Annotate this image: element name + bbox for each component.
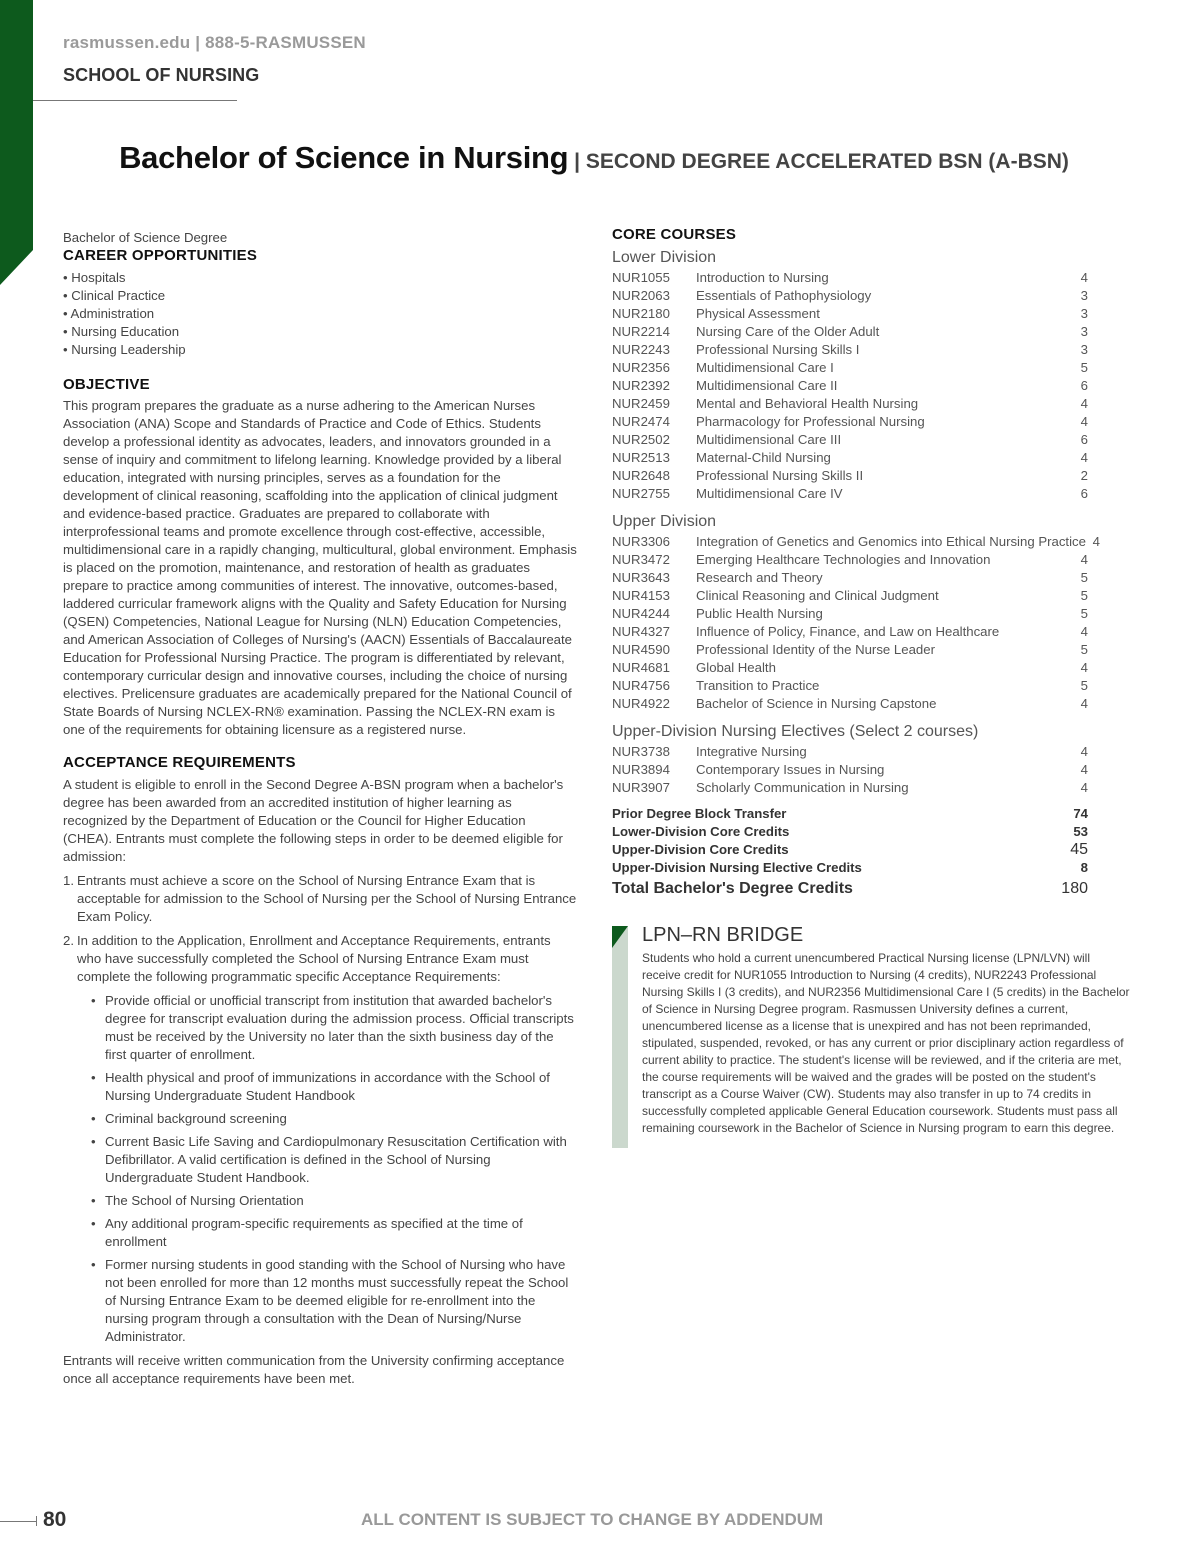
course-name: Mental and Behavioral Health Nursing xyxy=(696,396,919,411)
lpn-side-bar xyxy=(612,926,628,1148)
total-row xyxy=(612,805,1088,823)
course-name: Multidimensional Care IV xyxy=(696,486,843,501)
course-row xyxy=(612,431,1088,449)
course-credits: 4 xyxy=(1080,396,1088,411)
step-number: 1. xyxy=(63,873,74,888)
course-name: Scholarly Communication in Nursing xyxy=(696,780,909,795)
course-name: Essentials of Pathophysiology xyxy=(696,288,872,303)
lpn-title: LPN–RN BRIDGE xyxy=(642,924,804,946)
bullet-glyph: • xyxy=(91,1111,96,1126)
course-name: Public Health Nursing xyxy=(696,606,823,621)
course-name: Bachelor of Science in Nursing Capstone xyxy=(696,696,937,711)
course-credits: 4 xyxy=(1080,780,1088,795)
course-code: NUR3643 xyxy=(612,570,670,585)
acceptance-closing: Entrants will receive written communication from the University confirming acceptance once all acceptance requirements have been met. xyxy=(63,1353,565,1386)
course-row xyxy=(612,377,1088,395)
course-code: NUR3907 xyxy=(612,780,670,795)
brand-side-bar xyxy=(0,0,33,250)
total-row xyxy=(612,859,1088,877)
course-credits: 3 xyxy=(1080,288,1088,303)
course-credits: 4 xyxy=(1080,450,1088,465)
course-row xyxy=(612,761,1088,779)
objective-heading: OBJECTIVE xyxy=(63,376,150,393)
bullet-glyph: • xyxy=(91,1257,96,1272)
core-courses-column xyxy=(612,225,1100,901)
objective-text: This program prepares the graduate as a nurse adhering to the American Nurses Association (ANA) Scope and Standards of Practice and Code of Ethics. Students develop a professional identity as advocates, leaders, and innovators grounded in a sense of inquiry and commitment to lifelong learning. Knowledge provided by a liberal education, integrated with nursing principles, serves as a foundation for the development of clinical reasoning, scaffolding into the application of clinical judgment and evidence-based practice. Graduates are prepared to collaborate with interprofessional teams and promote excellence through cost-effective, accessible, multidimensional care in a rapidly changing, multicultural, global environment. Emphasis is placed on the promotion, maintenance, and restoration of health as graduates prepare to practice among communities of interest. The innovative, outcomes-based, laddered curricular framework aligns with the Quality and Safety Education for Nursing (QSEN) Competencies, National League for Nursing (NLN) Education Competencies, and American Association of Colleges of Nursing's (AACN) Essentials of Baccalaureate Education for Professional Nursing Practice. The program is differentiated by relevant, contemporary curricular design and innovative courses, including the choice of nursing electives. Prelicensure graduates are academically prepared for the National Council of State Boards of Nursing NCLEX-RN® examination. Passing the NCLEX-RN exam is one of the requirements for obtaining licensure as a registered nurse. xyxy=(63,398,577,737)
requirement-item xyxy=(91,1215,578,1251)
requirement-item xyxy=(91,1192,578,1210)
course-row xyxy=(612,305,1088,323)
course-code: NUR3894 xyxy=(612,762,670,777)
course-code: NUR2063 xyxy=(612,288,670,303)
course-code: NUR4756 xyxy=(612,678,670,693)
site-contact: rasmussen.edu | 888-5-RASMUSSEN xyxy=(63,33,366,52)
title-separator: | xyxy=(568,150,586,173)
course-row xyxy=(612,677,1088,695)
course-row xyxy=(612,641,1088,659)
brand-side-bar-tip xyxy=(0,250,33,285)
total-value: 8 xyxy=(1080,860,1088,875)
course-code: NUR2392 xyxy=(612,378,670,393)
school-label: SCHOOL OF NURSING xyxy=(63,65,260,85)
course-code: NUR3472 xyxy=(612,552,670,567)
course-credits: 5 xyxy=(1080,642,1088,657)
course-row xyxy=(612,551,1088,569)
course-code: NUR4681 xyxy=(612,660,670,675)
course-row xyxy=(612,449,1088,467)
course-credits: 5 xyxy=(1080,588,1088,603)
course-credits: 5 xyxy=(1080,606,1088,621)
course-credits: 5 xyxy=(1080,570,1088,585)
course-code: NUR4327 xyxy=(612,624,670,639)
acceptance-step xyxy=(63,932,578,1346)
course-name: Professional Nursing Skills I xyxy=(696,342,860,357)
course-row xyxy=(612,359,1088,377)
career-item: • Nursing Education xyxy=(63,324,180,339)
course-row xyxy=(612,395,1088,413)
page-title xyxy=(0,140,1188,176)
requirement-item xyxy=(91,1110,578,1128)
total-label: Lower-Division Core Credits xyxy=(612,824,790,839)
total-label: Prior Degree Block Transfer xyxy=(612,806,787,821)
course-name: Multidimensional Care II xyxy=(696,378,838,393)
footer-rule-tick xyxy=(36,1516,37,1526)
course-code: NUR4922 xyxy=(612,696,670,711)
footer-notice: ALL CONTENT IS SUBJECT TO CHANGE BY ADDENDUM xyxy=(361,1510,824,1529)
course-credits: 6 xyxy=(1080,378,1088,393)
course-row xyxy=(612,569,1088,587)
course-row xyxy=(612,341,1088,359)
course-name: Transition to Practice xyxy=(696,678,820,693)
requirement-text: Former nursing students in good standing with the School of Nursing who have not been enrolled for more than 12 months must successfully repeat the School of Nursing Entrance Exam to be deemed eligible for re-enrollment into the nursing program through a consultation with the Dean of Nursing/Nurse Administrator. xyxy=(105,1257,569,1344)
course-code: NUR4244 xyxy=(612,606,670,621)
step-number: 2. xyxy=(63,933,74,948)
course-name: Emerging Healthcare Technologies and Innovation xyxy=(696,552,991,567)
course-code: NUR2243 xyxy=(612,342,670,357)
total-value: 74 xyxy=(1073,806,1088,821)
requirement-text: Provide official or unofficial transcript from institution that awarded bachelor's degree for transcript evaluation during the admission process. Official transcripts must be received by the University no later than the sixth business day of the first quarter of enrollment. xyxy=(105,993,574,1062)
course-credits: 3 xyxy=(1080,306,1088,321)
course-credits: 4 xyxy=(1080,552,1088,567)
course-credits: 4 xyxy=(1080,696,1088,711)
bullet-glyph: • xyxy=(91,1216,96,1231)
step-text: Entrants must achieve a score on the School of Nursing Entrance Exam that is acceptable for admission to the School of Nursing per the School of Nursing Entrance Exam Policy. xyxy=(77,873,577,924)
upper-division-list xyxy=(612,533,1100,713)
core-heading: CORE COURSES xyxy=(612,226,737,243)
course-credits: 6 xyxy=(1080,486,1088,501)
bullet-glyph: • xyxy=(91,1134,96,1149)
course-credits: 4 xyxy=(1092,534,1100,549)
grand-total-row xyxy=(612,877,1088,901)
course-code: NUR4590 xyxy=(612,642,670,657)
course-row xyxy=(612,779,1088,797)
header-divider xyxy=(33,100,237,101)
course-code: NUR2502 xyxy=(612,432,670,447)
course-code: NUR2648 xyxy=(612,468,670,483)
lower-division-heading: Lower Division xyxy=(612,249,717,266)
course-credits: 4 xyxy=(1080,414,1088,429)
course-code: NUR4153 xyxy=(612,588,670,603)
grand-total-label: Total Bachelor's Degree Credits xyxy=(612,880,853,897)
total-label: Upper-Division Core Credits xyxy=(612,842,789,857)
total-value: 53 xyxy=(1073,824,1088,839)
page-number: 80 xyxy=(43,1508,67,1531)
requirement-item xyxy=(91,1069,578,1105)
acceptance-steps xyxy=(63,872,578,1346)
career-item: • Nursing Leadership xyxy=(63,342,186,357)
course-row xyxy=(612,413,1088,431)
course-name: Physical Assessment xyxy=(696,306,820,321)
course-row xyxy=(612,269,1088,287)
course-credits: 3 xyxy=(1080,324,1088,339)
career-item: • Hospitals xyxy=(63,270,126,285)
course-code: NUR2214 xyxy=(612,324,670,339)
course-name: Professional Identity of the Nurse Leader xyxy=(696,642,935,657)
requirement-item xyxy=(91,1133,578,1187)
course-name: Influence of Policy, Finance, and Law on Healthcare xyxy=(696,624,1000,639)
electives-heading: Upper-Division Nursing Electives (Select 2 courses) xyxy=(612,723,979,740)
course-name: Global Health xyxy=(696,660,776,675)
course-credits: 4 xyxy=(1080,624,1088,639)
course-row xyxy=(612,605,1088,623)
requirement-text: Criminal background screening xyxy=(105,1111,287,1126)
grand-total-value: 180 xyxy=(1061,880,1088,897)
course-code: NUR3306 xyxy=(612,534,670,549)
degree-type: Bachelor of Science Degree xyxy=(63,230,228,245)
bullet-glyph: • xyxy=(91,1070,96,1085)
total-row xyxy=(612,823,1088,841)
course-name: Pharmacology for Professional Nursing xyxy=(696,414,925,429)
course-name: Integrative Nursing xyxy=(696,744,807,759)
requirement-item xyxy=(91,1256,578,1346)
total-row xyxy=(612,841,1088,859)
course-row xyxy=(612,695,1088,713)
course-name: Professional Nursing Skills II xyxy=(696,468,864,483)
course-row xyxy=(612,659,1088,677)
course-code: NUR2180 xyxy=(612,306,670,321)
acceptance-heading: ACCEPTANCE REQUIREMENTS xyxy=(63,754,296,771)
course-code: NUR2459 xyxy=(612,396,670,411)
step-text: In addition to the Application, Enrollment and Acceptance Requirements, entrants who have successfully completed the School of Nursing Entrance Exam must complete the following programmatic specific Acceptance Requirements: xyxy=(77,933,551,984)
course-name: Maternal-Child Nursing xyxy=(696,450,831,465)
credit-totals xyxy=(612,805,1088,901)
course-name: Research and Theory xyxy=(696,570,823,585)
bullet-glyph: • xyxy=(91,1193,96,1208)
requirement-text: The School of Nursing Orientation xyxy=(105,1193,304,1208)
upper-division-heading: Upper Division xyxy=(612,513,717,530)
course-credits: 4 xyxy=(1080,744,1088,759)
course-row xyxy=(612,323,1088,341)
left-column xyxy=(63,229,578,1388)
requirement-item xyxy=(91,992,578,1064)
course-row xyxy=(612,485,1088,503)
course-name: Integration of Genetics and Genomics into Ethical Nursing Practice xyxy=(696,534,1086,549)
requirement-text: Current Basic Life Saving and Cardiopulmonary Resuscitation Certification with Defibrillator. A valid certification is defined in the School of Nursing Undergraduate Student Handbook. xyxy=(105,1134,567,1185)
course-code: NUR2474 xyxy=(612,414,670,429)
lpn-side-bar-accent xyxy=(612,926,628,948)
electives-list xyxy=(612,743,1088,797)
course-row xyxy=(612,533,1100,551)
course-code: NUR2513 xyxy=(612,450,670,465)
course-credits: 5 xyxy=(1080,360,1088,375)
course-credits: 4 xyxy=(1080,270,1088,285)
career-list xyxy=(63,269,578,359)
course-credits: 3 xyxy=(1080,342,1088,357)
course-credits: 4 xyxy=(1080,660,1088,675)
requirement-list xyxy=(77,992,578,1346)
course-row xyxy=(612,467,1088,485)
career-item: • Administration xyxy=(63,306,155,321)
course-row xyxy=(612,587,1088,605)
lower-division-list xyxy=(612,269,1088,503)
total-label: Upper-Division Nursing Elective Credits xyxy=(612,860,862,875)
title-sub: SECOND DEGREE ACCELERATED BSN (A-BSN) xyxy=(585,150,1069,173)
course-code: NUR3738 xyxy=(612,744,670,759)
course-code: NUR2356 xyxy=(612,360,670,375)
career-item: • Clinical Practice xyxy=(63,288,166,303)
course-name: Contemporary Issues in Nursing xyxy=(696,762,885,777)
course-code: NUR1055 xyxy=(612,270,670,285)
course-credits: 6 xyxy=(1080,432,1088,447)
course-credits: 4 xyxy=(1080,762,1088,777)
course-row xyxy=(612,623,1088,641)
requirement-text: Health physical and proof of immunizations in accordance with the School of Nursing Undergraduate Student Handbook xyxy=(105,1070,550,1103)
course-name: Clinical Reasoning and Clinical Judgment xyxy=(696,588,939,603)
course-row xyxy=(612,287,1088,305)
course-name: Multidimensional Care I xyxy=(696,360,834,375)
total-value: 45 xyxy=(1070,841,1088,858)
course-code: NUR2755 xyxy=(612,486,670,501)
requirement-text: Any additional program-specific requirements as specified at the time of enrollment xyxy=(105,1216,523,1249)
bullet-glyph: • xyxy=(91,993,96,1008)
course-row xyxy=(612,743,1088,761)
title-main: Bachelor of Science in Nursing xyxy=(119,140,569,175)
acceptance-step xyxy=(63,872,578,926)
acceptance-intro: A student is eligible to enroll in the Second Degree A-BSN program when a bachelor's degree has been awarded from an accredited institution of higher learning as recognized by the Department of Education or the Council for Higher Education (CHEA). Entrants must complete the following steps in order to be deemed eligible for admission: xyxy=(63,777,564,864)
footer-rule xyxy=(0,1521,36,1522)
course-name: Multidimensional Care III xyxy=(696,432,842,447)
lpn-text: Students who hold a current unencumbered Practical Nursing license (LPN/LVN) will receive credit for NUR1055 Introduction to Nursing (4 credits), NUR2243 Professional Nursing Skills I (3 credits), and NUR2356 Multidimensional Care I (5 credits) in the Bachelor of Science in Nursing Degree program. Rasmussen University defines a current, unencumbered license as a license that is unexpired and has not been reprimanded, stipulated, suspended, revoked, or has any current or prior disciplinary action regardless of current ability to practice. The student's license will be reviewed, and if the criteria are met, the course requirements will be waived and the grades will be posted on the student's transcript as a Course Waiver (CW). Students may also transfer in up to 74 credits in successfully completed applicable General Education coursework. Students must pass all remaining coursework in the Bachelor of Science in Nursing program to earn this degree. xyxy=(642,951,1130,1135)
course-name: Introduction to Nursing xyxy=(696,270,829,285)
course-credits: 2 xyxy=(1080,468,1088,483)
course-credits: 5 xyxy=(1080,678,1088,693)
career-heading: CAREER OPPORTUNITIES xyxy=(63,247,258,264)
course-name: Nursing Care of the Older Adult xyxy=(696,324,880,339)
